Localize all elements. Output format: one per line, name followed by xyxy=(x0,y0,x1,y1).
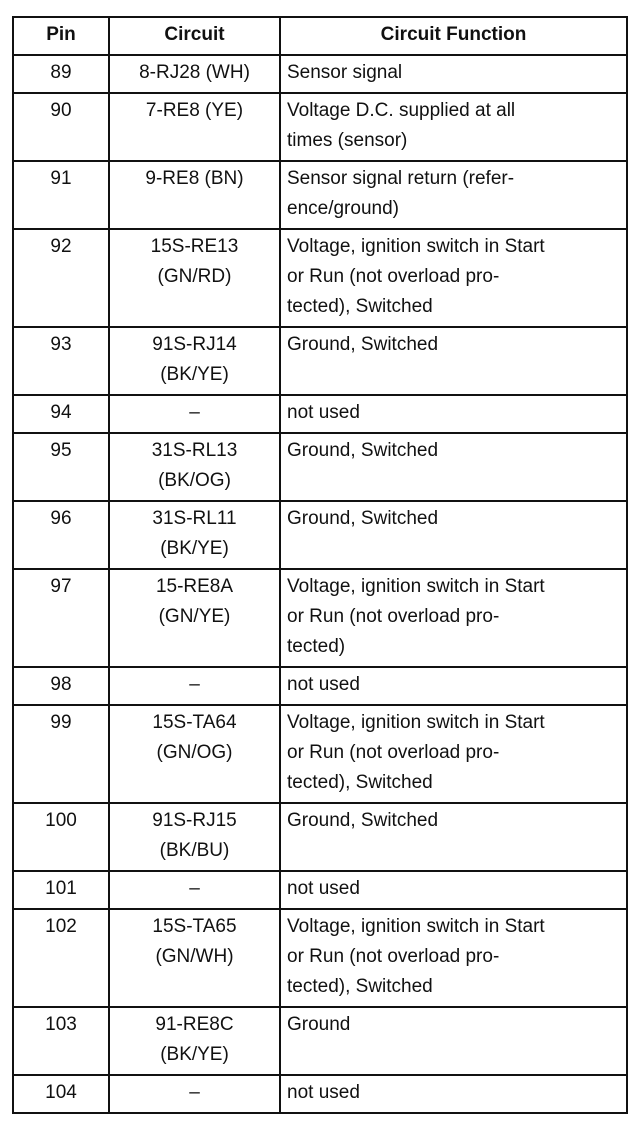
function-line: tected), Switched xyxy=(287,296,433,317)
function-line: not used xyxy=(287,402,360,423)
table-row xyxy=(13,327,627,395)
function-line: Sensor signal xyxy=(287,62,403,83)
table-row xyxy=(13,501,627,569)
function-line: Sensor signal return (refer- xyxy=(287,168,515,189)
circuit-function-cell xyxy=(280,93,627,161)
circuit-line: (BK/YE) xyxy=(160,538,229,559)
circuit-function-cell xyxy=(280,229,627,327)
function-line: not used xyxy=(287,674,360,695)
circuit-cell xyxy=(109,229,280,327)
circuit-cell xyxy=(109,93,280,161)
table-body xyxy=(13,55,627,1113)
circuit-line: – xyxy=(189,1082,200,1103)
header-pin: Pin xyxy=(13,17,109,55)
header-row xyxy=(13,17,627,55)
table-row xyxy=(13,705,627,803)
pin-cell: 91 xyxy=(13,161,109,229)
circuit-cell xyxy=(109,803,280,871)
circuit-cell xyxy=(109,667,280,705)
function-line: Ground, Switched xyxy=(287,810,439,831)
function-line: Voltage, ignition switch in Start xyxy=(287,576,545,597)
pin-cell: 104 xyxy=(13,1075,109,1113)
circuit-line: – xyxy=(189,402,200,423)
circuit-line: – xyxy=(189,878,200,899)
table-row xyxy=(13,803,627,871)
pin-cell: 92 xyxy=(13,229,109,327)
pin-cell: 100 xyxy=(13,803,109,871)
pin-cell: 101 xyxy=(13,871,109,909)
circuit-line: (GN/OG) xyxy=(156,742,233,763)
function-line: Ground, Switched xyxy=(287,440,439,461)
circuit-line: 91-RE8C xyxy=(155,1014,234,1035)
circuit-function-cell xyxy=(280,1007,627,1075)
circuit-cell xyxy=(109,395,280,433)
table-row xyxy=(13,93,627,161)
circuit-function-cell xyxy=(280,909,627,1007)
table-row xyxy=(13,55,627,93)
circuit-line: – xyxy=(189,674,200,695)
table-row xyxy=(13,871,627,909)
pin-cell: 102 xyxy=(13,909,109,1007)
table-row xyxy=(13,229,627,327)
function-line: Voltage, ignition switch in Start xyxy=(287,916,545,937)
circuit-line: (BK/YE) xyxy=(160,1044,229,1065)
circuit-line: (GN/WH) xyxy=(155,946,234,967)
pin-cell: 95 xyxy=(13,433,109,501)
table-row xyxy=(13,909,627,1007)
table-row xyxy=(13,1075,627,1113)
circuit-line: 8-RJ28 (WH) xyxy=(139,62,250,83)
pin-cell: 90 xyxy=(13,93,109,161)
circuit-cell xyxy=(109,501,280,569)
circuit-line: 91S-RJ15 xyxy=(152,810,237,831)
circuit-line: 91S-RJ14 xyxy=(152,334,237,355)
function-line: or Run (not overload pro- xyxy=(287,742,500,763)
function-line: tected) xyxy=(287,636,346,657)
circuit-cell xyxy=(109,433,280,501)
function-line: Voltage, ignition switch in Start xyxy=(287,236,545,257)
function-line: Voltage D.C. supplied at all xyxy=(287,100,516,121)
circuit-function-cell xyxy=(280,705,627,803)
function-line: Ground, Switched xyxy=(287,508,439,529)
circuit-cell xyxy=(109,327,280,395)
circuit-function-cell xyxy=(280,569,627,667)
circuit-cell xyxy=(109,871,280,909)
circuit-cell xyxy=(109,1075,280,1113)
circuit-line: 15-RE8A xyxy=(155,576,234,597)
circuit-line: (GN/YE) xyxy=(158,606,231,627)
function-line: ence/ground) xyxy=(287,198,399,219)
function-line: tected), Switched xyxy=(287,976,433,997)
pin-cell: 98 xyxy=(13,667,109,705)
table-row xyxy=(13,1007,627,1075)
circuit-function-cell xyxy=(280,161,627,229)
circuit-line: (BK/YE) xyxy=(160,364,229,385)
table-header xyxy=(13,17,627,55)
circuit-function-cell xyxy=(280,327,627,395)
pin-cell: 97 xyxy=(13,569,109,667)
circuit-line: 15S-TA64 xyxy=(152,712,237,733)
circuit-function-cell xyxy=(280,433,627,501)
circuit-function-cell xyxy=(280,803,627,871)
function-line: not used xyxy=(287,878,360,899)
function-line: or Run (not overload pro- xyxy=(287,606,500,627)
circuit-function-cell xyxy=(280,871,627,909)
function-line: tected), Switched xyxy=(287,772,433,793)
circuit-cell xyxy=(109,1007,280,1075)
table-row xyxy=(13,161,627,229)
circuit-function-cell xyxy=(280,395,627,433)
circuit-cell xyxy=(109,55,280,93)
circuit-cell xyxy=(109,705,280,803)
circuit-function-cell xyxy=(280,501,627,569)
pin-cell: 99 xyxy=(13,705,109,803)
function-line: Ground, Switched xyxy=(287,334,439,355)
circuit-line: 15S-RE13 xyxy=(150,236,239,257)
circuit-line: (GN/RD) xyxy=(157,266,232,287)
circuit-cell xyxy=(109,161,280,229)
function-line: Ground xyxy=(287,1014,351,1035)
circuit-line: 15S-TA65 xyxy=(152,916,237,937)
header-circuit: Circuit xyxy=(109,17,280,55)
table-row xyxy=(13,395,627,433)
function-line: or Run (not overload pro- xyxy=(287,266,500,287)
pin-cell: 93 xyxy=(13,327,109,395)
circuit-line: (BK/OG) xyxy=(158,470,231,491)
function-line: times (sensor) xyxy=(287,130,408,151)
table-row xyxy=(13,667,627,705)
function-line: not used xyxy=(287,1082,360,1103)
circuit-line: 31S-RL11 xyxy=(152,508,237,529)
circuit-line: 9-RE8 (BN) xyxy=(145,168,244,189)
pin-cell: 89 xyxy=(13,55,109,93)
table-row xyxy=(13,433,627,501)
pin-cell: 103 xyxy=(13,1007,109,1075)
circuit-function-cell xyxy=(280,1075,627,1113)
circuit-function-cell xyxy=(280,55,627,93)
table-row xyxy=(13,569,627,667)
circuit-cell xyxy=(109,909,280,1007)
circuit-line: 31S-RL13 xyxy=(151,440,238,461)
circuit-function-cell xyxy=(280,667,627,705)
circuit-cell xyxy=(109,569,280,667)
pin-cell: 96 xyxy=(13,501,109,569)
header-circuit-function: Circuit Function xyxy=(280,17,627,55)
function-line: Voltage, ignition switch in Start xyxy=(287,712,545,733)
pin-cell: 94 xyxy=(13,395,109,433)
circuit-line: 7-RE8 (YE) xyxy=(145,100,244,121)
pin-table xyxy=(12,16,628,1114)
circuit-line: (BK/BU) xyxy=(159,840,230,861)
function-line: or Run (not overload pro- xyxy=(287,946,500,967)
